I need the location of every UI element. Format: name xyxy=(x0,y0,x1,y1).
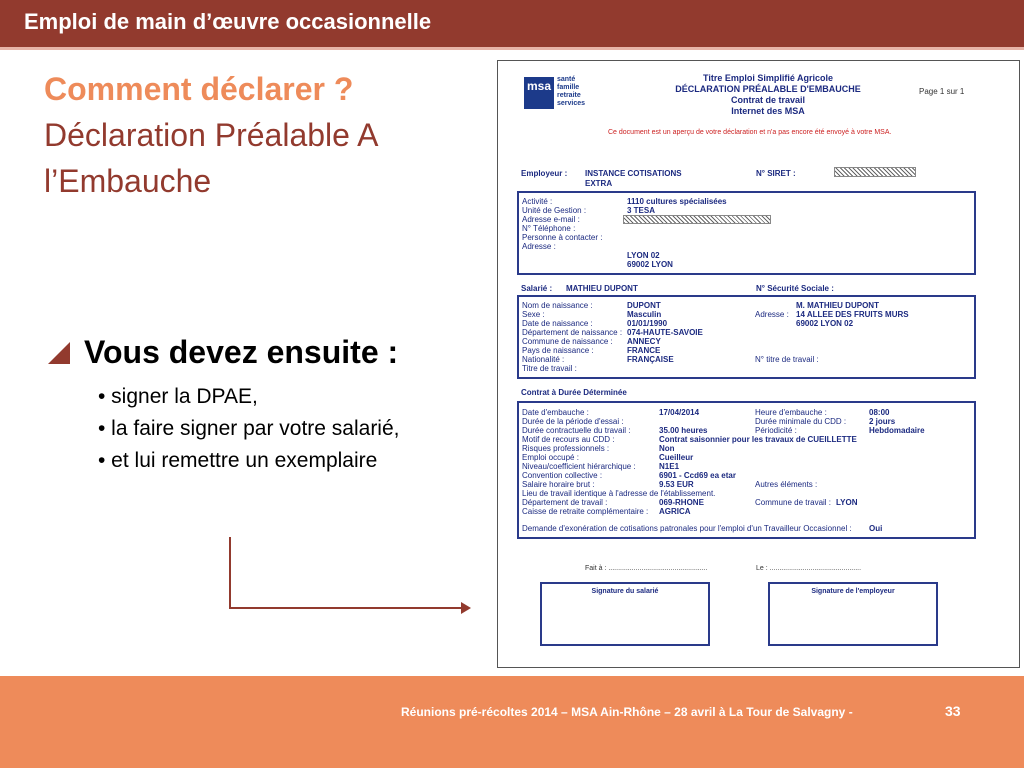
header-title: Emploi de main d’œuvre occasionnelle xyxy=(24,9,432,34)
cdd-row: Convention collective : xyxy=(522,471,603,480)
cdd-label: Contrat à Durée Déterminée xyxy=(521,388,627,397)
emp-row: N° Téléphone : xyxy=(522,224,576,233)
cdd-row: Durée de la période d'essai : xyxy=(522,417,624,426)
emp-row: Unité de Gestion : xyxy=(522,206,587,215)
cdd-row: Salaire horaire brut : xyxy=(522,480,595,489)
emp-row: Adresse e-mail : xyxy=(522,215,580,224)
commune-travail-label: Commune de travail : xyxy=(755,498,832,507)
cdd-val: N1E1 xyxy=(659,462,680,471)
logo-line: retraite xyxy=(557,92,581,99)
footer-bar xyxy=(0,676,1024,768)
signature-employeur-label: Signature de l'employeur xyxy=(811,588,895,595)
emp-activite: 1110 cultures spécialisées xyxy=(627,197,727,206)
sal-row: Sexe : xyxy=(522,310,545,319)
salarie-box xyxy=(517,295,976,379)
employer-name-1: INSTANCE COTISATIONS xyxy=(585,169,682,178)
msa-logo-text: msa xyxy=(526,79,552,93)
exoneration-val: Oui xyxy=(869,524,883,533)
cdd-val: 069-RHONE xyxy=(659,498,704,507)
cdd-row: Durée contractuelle du travail : xyxy=(522,426,631,435)
sal-val: 01/01/1990 xyxy=(627,319,668,328)
sal-val: ANNECY xyxy=(627,337,661,346)
page-number: 33 xyxy=(945,703,961,719)
signature-salarie-box xyxy=(540,582,710,646)
fait-a-line: Fait à : ................................................... xyxy=(585,565,708,572)
sal-addr-label: Adresse : xyxy=(755,310,789,319)
cdd-row: Emploi occupé : xyxy=(522,453,579,462)
sal-row: Pays de naissance : xyxy=(522,346,594,355)
signature-salarie-label: Signature du salarié xyxy=(591,588,659,595)
cdd-right-val: 2 jours xyxy=(869,417,896,426)
cdd-row: Lieu de travail identique à l'adresse de l'établissement. xyxy=(522,489,716,498)
cdd-right-row: Heure d'embauche : xyxy=(755,408,827,417)
connector-line-horizontal xyxy=(229,607,463,609)
titre-travail-label: N° titre de travail : xyxy=(755,355,819,364)
cdd-right-row: Périodicité : xyxy=(755,426,797,435)
sal-row: Nom de naissance : xyxy=(522,301,593,310)
slide-title-line3: l’Embauche xyxy=(44,163,212,199)
sal-addr-line: 69002 LYON 02 xyxy=(796,319,854,328)
employer-label: Employeur : xyxy=(521,169,568,178)
sal-row: Commune de naissance : xyxy=(522,337,613,346)
cdd-val: 6901 - Ccd69 ea etar xyxy=(659,471,736,480)
exoneration-label: Demande d'exonération de cotisations patronales pour l'emploi d'un Travailleur Occasionnel : xyxy=(522,524,852,533)
redacted-email xyxy=(623,215,771,224)
cdd-val: 35.00 heures xyxy=(659,426,708,435)
header-bar xyxy=(0,0,1024,47)
cdd-row: Département de travail : xyxy=(522,498,608,507)
doc-title-line: Contrat de travail xyxy=(730,95,806,105)
emp-unite: 3 TESA xyxy=(627,206,656,215)
emp-row: Personne à contacter : xyxy=(522,233,603,242)
doc-title-line: DÉCLARATION PRÉALABLE D'EMBAUCHE xyxy=(675,84,861,94)
sal-val: 074-HAUTE-SAVOIE xyxy=(627,328,703,337)
cdd-val: AGRICA xyxy=(659,507,691,516)
preview-notice: Ce document est un aperçu de votre déclaration et n'a pas encore été envoyé à votre MSA. xyxy=(608,129,892,136)
cdd-val: Non xyxy=(659,444,675,453)
employer-name-2: EXTRA xyxy=(585,179,613,188)
cdd-val: 9.53 EUR xyxy=(659,480,694,489)
logo-line: santé xyxy=(557,76,576,83)
sal-addr-line: M. MATHIEU DUPONT xyxy=(796,301,879,310)
salarie-label: Salarié : xyxy=(521,284,553,293)
cdd-val: Contrat saisonnier pour les travaux de CUEILLETTE xyxy=(659,435,857,444)
triangle-bullet-icon xyxy=(48,342,70,364)
sal-val: FRANÇAISE xyxy=(627,355,674,364)
connector-line-vertical xyxy=(229,537,231,609)
cdd-row: Date d'embauche : xyxy=(522,408,589,417)
header-rule xyxy=(0,47,1024,50)
logo-line: famille xyxy=(557,84,580,91)
sal-val: FRANCE xyxy=(627,346,661,355)
cdd-row: Niveau/coefficient hiérarchique : xyxy=(522,462,636,471)
sal-row: Département de naissance : xyxy=(522,328,623,337)
commune-travail-val: LYON xyxy=(836,498,858,507)
autres-elements-label: Autres éléments : xyxy=(755,480,818,489)
subitem-2: • la faire signer par votre salarié, xyxy=(98,417,400,440)
page-indicator: Page 1 sur 1 xyxy=(919,87,965,96)
doc-title-line: Internet des MSA xyxy=(731,106,805,116)
cdd-row: Risques professionnels : xyxy=(522,444,610,453)
cdd-val: 17/04/2014 xyxy=(659,408,700,417)
msa-logo xyxy=(524,77,554,109)
cdd-row: Motif de recours au CDD : xyxy=(522,435,615,444)
sal-row: Date de naissance : xyxy=(522,319,593,328)
subitem-1: • signer la DPAE, xyxy=(98,385,258,408)
salarie-name: MATHIEU DUPONT xyxy=(566,284,638,293)
emp-row: Adresse : xyxy=(522,242,556,251)
doc-title-line: Titre Emploi Simplifié Agricole xyxy=(702,73,834,83)
bullet-heading xyxy=(48,334,398,371)
msa-logo-caption xyxy=(557,76,585,108)
slide-title-line2: Déclaration Préalable A xyxy=(44,117,379,153)
signature-employeur-box xyxy=(768,582,938,646)
document-titles xyxy=(638,73,898,117)
redacted-siret xyxy=(834,167,916,177)
logo-line: services xyxy=(557,100,586,107)
emp-addr-1: LYON 02 xyxy=(627,251,660,260)
cdd-right-val: 08:00 xyxy=(869,408,890,417)
connector-arrow-icon xyxy=(461,602,471,614)
footer-text: Réunions pré-récoltes 2014 – MSA Ain-Rhône – 28 avril à La Tour de Salvagny - xyxy=(401,705,853,719)
sal-val: Masculin xyxy=(627,310,662,319)
cdd-val: Cueilleur xyxy=(659,453,694,462)
cdd-right-row: Durée minimale du CDD : xyxy=(755,417,847,426)
secu-label: N° Sécurité Sociale : xyxy=(756,284,834,293)
bullet-heading-text: Vous devez ensuite : xyxy=(84,334,399,370)
le-date-line: Le : ............................................... xyxy=(756,565,862,572)
sal-addr-line: 14 ALLEE DES FRUITS MURS xyxy=(796,310,909,319)
emp-row: Activité : xyxy=(522,197,553,206)
sal-row: Titre de travail : xyxy=(522,364,577,373)
cdd-box xyxy=(517,401,976,539)
siret-label: N° SIRET : xyxy=(756,169,796,178)
subitem-3: • et lui remettre un exemplaire xyxy=(98,449,378,472)
cdd-row: Caisse de retraite complémentaire : xyxy=(522,507,649,516)
dpae-document xyxy=(497,60,1020,668)
emp-addr-2: 69002 LYON xyxy=(627,260,673,269)
cdd-right-val: Hebdomadaire xyxy=(869,426,925,435)
sal-row: Nationalité : xyxy=(522,355,565,364)
sal-val: DUPONT xyxy=(627,301,661,310)
employer-box xyxy=(517,191,976,275)
slide-title-line1: Comment déclarer ? xyxy=(44,71,354,107)
